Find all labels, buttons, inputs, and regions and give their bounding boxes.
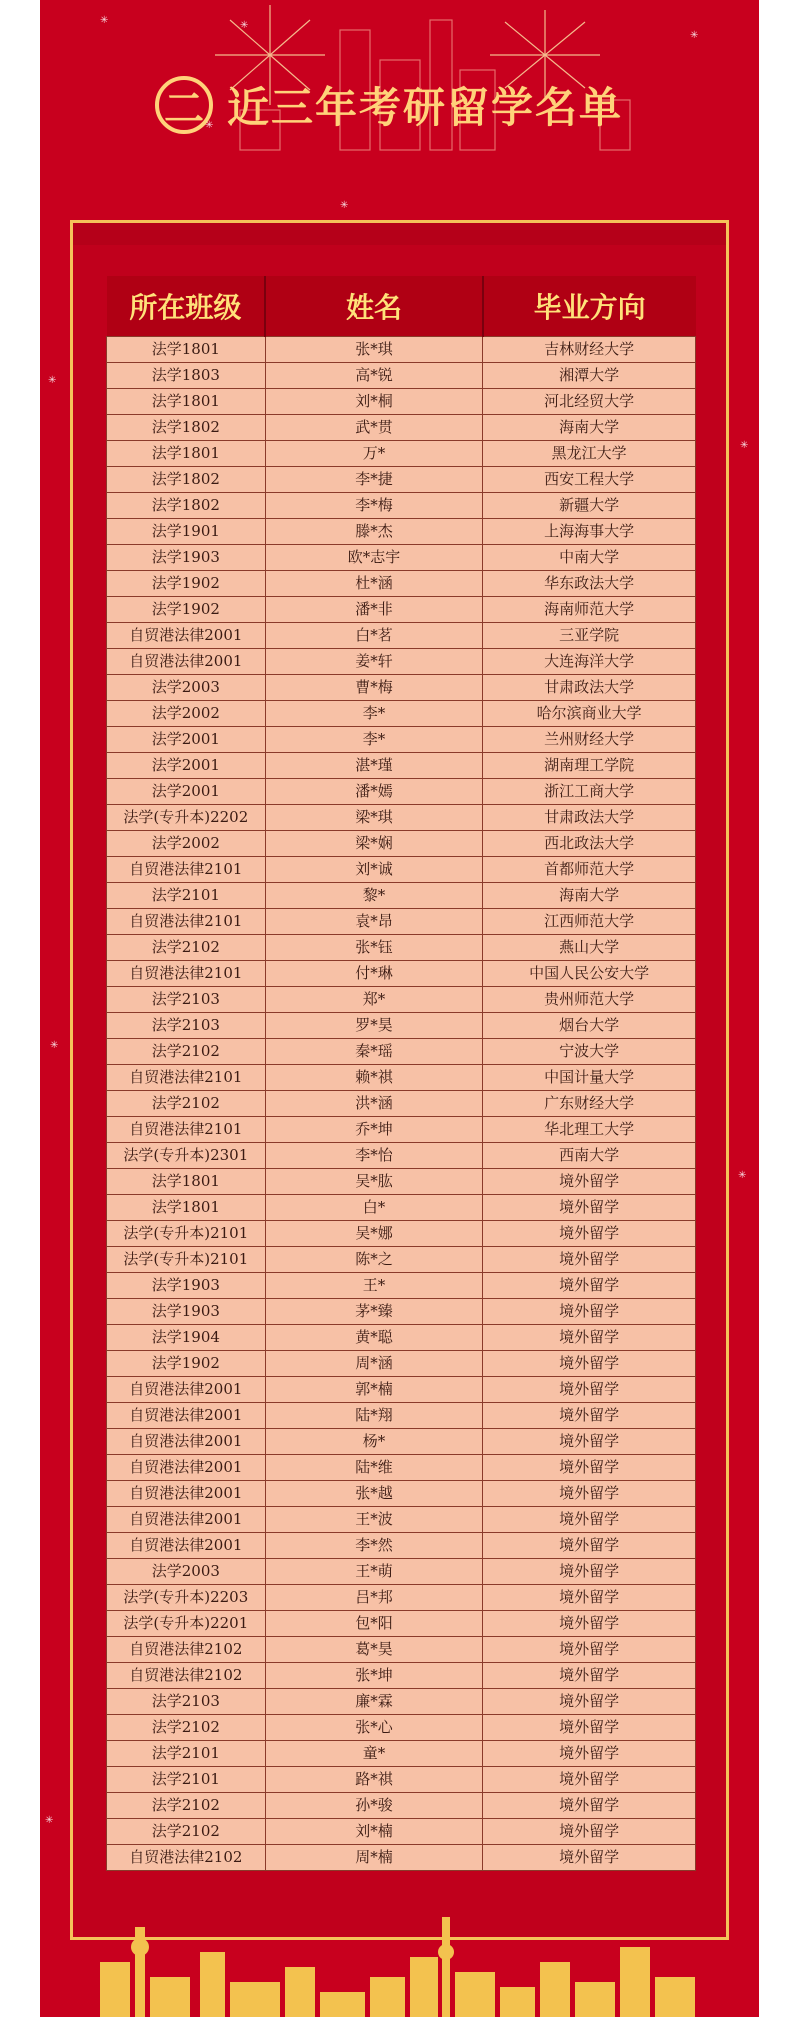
cell-destination: 新疆大学 [483, 493, 696, 519]
cell-name: 李* [265, 727, 483, 753]
cell-name: 秦*瑶 [265, 1039, 483, 1065]
cell-destination: 湖南理工学院 [483, 753, 696, 779]
table-row [107, 1273, 696, 1299]
cell-destination: 境外留学 [483, 1741, 696, 1767]
cell-destination: 中南大学 [483, 545, 696, 571]
cell-name: 周*涵 [265, 1351, 483, 1377]
cell-destination: 广东财经大学 [483, 1091, 696, 1117]
cell-destination: 境外留学 [483, 1351, 696, 1377]
cell-class: 法学2103 [107, 1689, 266, 1715]
cell-destination: 西南大学 [483, 1143, 696, 1169]
cell-destination: 境外留学 [483, 1611, 696, 1637]
cell-name: 李*然 [265, 1533, 483, 1559]
cell-destination: 贵州师范大学 [483, 987, 696, 1013]
sparkle-icon: ✳ [100, 15, 109, 26]
cell-name: 湛*瑾 [265, 753, 483, 779]
table-row [107, 1819, 696, 1845]
cell-class: 自贸港法律2001 [107, 1429, 266, 1455]
cell-destination: 境外留学 [483, 1819, 696, 1845]
cell-destination: 甘肃政法大学 [483, 675, 696, 701]
cell-class: 自贸港法律2001 [107, 1455, 266, 1481]
cell-name: 王* [265, 1273, 483, 1299]
table-row [107, 597, 696, 623]
cell-class: 法学1802 [107, 467, 266, 493]
cell-destination: 境外留学 [483, 1559, 696, 1585]
table-row [107, 389, 696, 415]
cell-destination: 烟台大学 [483, 1013, 696, 1039]
table-row [107, 649, 696, 675]
section-title-text: 近三年考研留学名单 [227, 83, 624, 132]
table-row [107, 1793, 696, 1819]
table-row [107, 1169, 696, 1195]
table-row [107, 363, 696, 389]
header-destination: 毕业方向 [483, 276, 696, 337]
cell-class: 法学1802 [107, 415, 266, 441]
cell-name: 黎* [265, 883, 483, 909]
table-row [107, 779, 696, 805]
cell-name: 吕*邦 [265, 1585, 483, 1611]
cell-destination: 境外留学 [483, 1325, 696, 1351]
table-row [107, 493, 696, 519]
sparkle-icon: ✳ [205, 120, 214, 131]
cell-class: 法学2103 [107, 987, 266, 1013]
table-row [107, 545, 696, 571]
cell-class: 自贸港法律2001 [107, 1507, 266, 1533]
cell-name: 茅*臻 [265, 1299, 483, 1325]
cell-class: 自贸港法律2101 [107, 857, 266, 883]
table-row [107, 1559, 696, 1585]
cell-name: 洪*涵 [265, 1091, 483, 1117]
table-row [107, 727, 696, 753]
cell-destination: 境外留学 [483, 1429, 696, 1455]
cell-class: 法学2101 [107, 883, 266, 909]
sparkle-icon: ✳ [50, 1040, 59, 1051]
cell-class: 法学(专升本)2201 [107, 1611, 266, 1637]
cell-name: 黄*聪 [265, 1325, 483, 1351]
table-row [107, 441, 696, 467]
cell-class: 自贸港法律2101 [107, 1065, 266, 1091]
table-row [107, 987, 696, 1013]
cell-destination: 中国人民公安大学 [483, 961, 696, 987]
table-row [107, 415, 696, 441]
cell-destination: 浙江工商大学 [483, 779, 696, 805]
cell-name: 李*捷 [265, 467, 483, 493]
cell-class: 自贸港法律2001 [107, 649, 266, 675]
table-row [107, 1585, 696, 1611]
cell-destination: 境外留学 [483, 1169, 696, 1195]
sparkle-icon: ✳ [340, 200, 349, 211]
cell-name: 白* [265, 1195, 483, 1221]
table-row [107, 701, 696, 727]
table-row [107, 857, 696, 883]
sparkle-icon: ✳ [45, 1815, 54, 1826]
cell-class: 法学1801 [107, 389, 266, 415]
cell-name: 赖*祺 [265, 1065, 483, 1091]
table-row [107, 1039, 696, 1065]
cell-name: 武*贯 [265, 415, 483, 441]
cell-destination: 境外留学 [483, 1377, 696, 1403]
cell-destination: 江西师范大学 [483, 909, 696, 935]
cell-name: 陆*翔 [265, 1403, 483, 1429]
cell-name: 杜*涵 [265, 571, 483, 597]
cell-class: 法学2001 [107, 727, 266, 753]
table-row [107, 467, 696, 493]
cell-class: 自贸港法律2001 [107, 1533, 266, 1559]
table-row [107, 1325, 696, 1351]
cell-name: 刘*桐 [265, 389, 483, 415]
sparkle-icon: ✳ [240, 20, 249, 31]
table-row [107, 1091, 696, 1117]
cell-name: 王*波 [265, 1507, 483, 1533]
cell-name: 梁*娴 [265, 831, 483, 857]
table-row [107, 831, 696, 857]
cell-name: 罗*昊 [265, 1013, 483, 1039]
cell-name: 张*坤 [265, 1663, 483, 1689]
cell-name: 包*阳 [265, 1611, 483, 1637]
cell-name: 郑* [265, 987, 483, 1013]
cell-class: 法学2003 [107, 1559, 266, 1585]
cell-name: 曹*梅 [265, 675, 483, 701]
table-row [107, 1507, 696, 1533]
table-row [107, 1611, 696, 1637]
table-row [107, 519, 696, 545]
cell-name: 陆*维 [265, 1455, 483, 1481]
cell-class: 自贸港法律2101 [107, 961, 266, 987]
cell-name: 张*钰 [265, 935, 483, 961]
cell-destination: 境外留学 [483, 1793, 696, 1819]
poster-background [40, 0, 759, 2017]
cell-class: 法学2001 [107, 753, 266, 779]
cell-name: 王*萌 [265, 1559, 483, 1585]
cell-destination: 境外留学 [483, 1715, 696, 1741]
cell-destination: 境外留学 [483, 1455, 696, 1481]
table-row [107, 1247, 696, 1273]
cell-name: 张*心 [265, 1715, 483, 1741]
cell-name: 张*琪 [265, 337, 483, 363]
section-number-badge: 二 [155, 76, 213, 134]
cell-destination: 境外留学 [483, 1533, 696, 1559]
cell-destination: 境外留学 [483, 1299, 696, 1325]
table-row [107, 1663, 696, 1689]
cell-name: 万* [265, 441, 483, 467]
graduate-destination-table [106, 276, 696, 1871]
cell-destination: 境外留学 [483, 1507, 696, 1533]
cell-class: 法学2002 [107, 701, 266, 727]
cell-class: 法学2101 [107, 1767, 266, 1793]
cell-class: 自贸港法律2001 [107, 623, 266, 649]
cell-destination: 中国计量大学 [483, 1065, 696, 1091]
cell-destination: 华东政法大学 [483, 571, 696, 597]
cell-class: 自贸港法律2102 [107, 1845, 266, 1871]
sparkle-icon: ✳ [740, 440, 749, 451]
cell-class: 自贸港法律2001 [107, 1403, 266, 1429]
cell-destination: 河北经贸大学 [483, 389, 696, 415]
cell-name: 潘*嫣 [265, 779, 483, 805]
cell-name: 付*琳 [265, 961, 483, 987]
cell-class: 法学1903 [107, 1299, 266, 1325]
cell-destination: 海南大学 [483, 415, 696, 441]
cell-class: 法学1801 [107, 1169, 266, 1195]
cell-name: 潘*非 [265, 597, 483, 623]
cell-class: 法学1803 [107, 363, 266, 389]
table-row [107, 623, 696, 649]
table-row [107, 1455, 696, 1481]
table-row [107, 961, 696, 987]
cell-class: 法学1902 [107, 571, 266, 597]
cell-destination: 西北政法大学 [483, 831, 696, 857]
cell-class: 法学1801 [107, 337, 266, 363]
table-row [107, 1741, 696, 1767]
cell-name: 乔*坤 [265, 1117, 483, 1143]
cell-class: 自贸港法律2101 [107, 1117, 266, 1143]
cell-destination: 湘潭大学 [483, 363, 696, 389]
cell-name: 周*楠 [265, 1845, 483, 1871]
cell-class: 自贸港法律2102 [107, 1663, 266, 1689]
cell-destination: 宁波大学 [483, 1039, 696, 1065]
cell-name: 李*梅 [265, 493, 483, 519]
cell-name: 刘*楠 [265, 1819, 483, 1845]
cell-destination: 境外留学 [483, 1247, 696, 1273]
cell-name: 高*锐 [265, 363, 483, 389]
sparkle-icon: ✳ [738, 1170, 747, 1181]
cell-class: 法学2102 [107, 935, 266, 961]
cell-class: 法学2102 [107, 1793, 266, 1819]
cell-name: 滕*杰 [265, 519, 483, 545]
cell-name: 路*祺 [265, 1767, 483, 1793]
cell-destination: 华北理工大学 [483, 1117, 696, 1143]
table-row [107, 883, 696, 909]
table-row [107, 571, 696, 597]
table-row [107, 1637, 696, 1663]
table-row [107, 1013, 696, 1039]
cell-class: 法学2102 [107, 1819, 266, 1845]
cell-class: 法学(专升本)2101 [107, 1247, 266, 1273]
cell-destination: 境外留学 [483, 1195, 696, 1221]
cell-name: 张*越 [265, 1481, 483, 1507]
table-row [107, 1429, 696, 1455]
table-row [107, 1065, 696, 1091]
cell-name: 吴*肱 [265, 1169, 483, 1195]
table-row [107, 935, 696, 961]
table-row [107, 1403, 696, 1429]
cell-class: 自贸港法律2001 [107, 1481, 266, 1507]
cell-destination: 境外留学 [483, 1481, 696, 1507]
cell-destination: 燕山大学 [483, 935, 696, 961]
table-header-row [107, 276, 696, 337]
cell-name: 李* [265, 701, 483, 727]
cell-name: 陈*之 [265, 1247, 483, 1273]
cell-name: 杨* [265, 1429, 483, 1455]
table-row [107, 1845, 696, 1871]
cell-name: 孙*骏 [265, 1793, 483, 1819]
header [40, 0, 759, 200]
cell-class: 法学1903 [107, 545, 266, 571]
table-row [107, 1481, 696, 1507]
cell-destination: 首都师范大学 [483, 857, 696, 883]
cell-destination: 黑龙江大学 [483, 441, 696, 467]
table-row [107, 1117, 696, 1143]
cell-class: 自贸港法律2001 [107, 1377, 266, 1403]
cell-class: 法学1902 [107, 597, 266, 623]
header-class: 所在班级 [107, 276, 266, 337]
cell-destination: 西安工程大学 [483, 467, 696, 493]
cell-class: 法学(专升本)2203 [107, 1585, 266, 1611]
cell-destination: 境外留学 [483, 1637, 696, 1663]
cell-name: 童* [265, 1741, 483, 1767]
cell-class: 法学2001 [107, 779, 266, 805]
cell-destination: 甘肃政法大学 [483, 805, 696, 831]
cell-class: 法学1902 [107, 1351, 266, 1377]
table-row [107, 1377, 696, 1403]
cell-name: 欧*志宇 [265, 545, 483, 571]
table-row [107, 909, 696, 935]
cell-destination: 境外留学 [483, 1663, 696, 1689]
cell-class: 自贸港法律2101 [107, 909, 266, 935]
cell-class: 法学(专升本)2202 [107, 805, 266, 831]
cell-class: 自贸港法律2102 [107, 1637, 266, 1663]
city-skyline-decoration [40, 1907, 759, 2017]
cell-class: 法学1801 [107, 441, 266, 467]
cell-class: 法学1901 [107, 519, 266, 545]
header-name: 姓名 [265, 276, 483, 337]
cell-class: 法学2101 [107, 1741, 266, 1767]
table-row [107, 675, 696, 701]
cell-name: 袁*昂 [265, 909, 483, 935]
cell-class: 法学1903 [107, 1273, 266, 1299]
cell-class: 法学2102 [107, 1091, 266, 1117]
table-row [107, 1689, 696, 1715]
cell-name: 吴*娜 [265, 1221, 483, 1247]
cell-class: 法学(专升本)2101 [107, 1221, 266, 1247]
table-row [107, 1195, 696, 1221]
section-title [155, 70, 623, 140]
table-row [107, 753, 696, 779]
cell-destination: 境外留学 [483, 1273, 696, 1299]
sparkle-icon: ✳ [48, 375, 57, 386]
cell-destination: 三亚学院 [483, 623, 696, 649]
cell-destination: 境外留学 [483, 1767, 696, 1793]
cell-destination: 境外留学 [483, 1221, 696, 1247]
cell-class: 法学(专升本)2301 [107, 1143, 266, 1169]
cell-class: 法学1801 [107, 1195, 266, 1221]
cell-name: 刘*诚 [265, 857, 483, 883]
cell-destination: 上海海事大学 [483, 519, 696, 545]
table-row [107, 1143, 696, 1169]
table-row [107, 1767, 696, 1793]
cell-class: 法学2102 [107, 1715, 266, 1741]
cell-destination: 海南大学 [483, 883, 696, 909]
cell-destination: 大连海洋大学 [483, 649, 696, 675]
table-body [107, 337, 696, 1871]
table-row [107, 337, 696, 363]
table-row [107, 1715, 696, 1741]
cell-class: 法学2102 [107, 1039, 266, 1065]
cell-name: 梁*琪 [265, 805, 483, 831]
cell-name: 廉*霖 [265, 1689, 483, 1715]
cell-destination: 海南师范大学 [483, 597, 696, 623]
cell-name: 李*怡 [265, 1143, 483, 1169]
table-row [107, 1351, 696, 1377]
cell-destination: 境外留学 [483, 1845, 696, 1871]
cell-class: 法学1904 [107, 1325, 266, 1351]
cell-destination: 吉林财经大学 [483, 337, 696, 363]
cell-class: 法学2003 [107, 675, 266, 701]
table-row [107, 1533, 696, 1559]
cell-class: 法学2002 [107, 831, 266, 857]
table-frame [70, 220, 729, 1940]
cell-destination: 境外留学 [483, 1689, 696, 1715]
cell-class: 法学1802 [107, 493, 266, 519]
table-row [107, 1221, 696, 1247]
cell-name: 葛*昊 [265, 1637, 483, 1663]
cell-destination: 兰州财经大学 [483, 727, 696, 753]
cell-name: 白*茗 [265, 623, 483, 649]
table-row [107, 805, 696, 831]
table-row [107, 1299, 696, 1325]
cell-destination: 境外留学 [483, 1585, 696, 1611]
sparkle-icon: ✳ [690, 30, 699, 41]
cell-destination: 哈尔滨商业大学 [483, 701, 696, 727]
cell-name: 郭*楠 [265, 1377, 483, 1403]
cell-destination: 境外留学 [483, 1403, 696, 1429]
cell-class: 法学2103 [107, 1013, 266, 1039]
cell-name: 姜*轩 [265, 649, 483, 675]
